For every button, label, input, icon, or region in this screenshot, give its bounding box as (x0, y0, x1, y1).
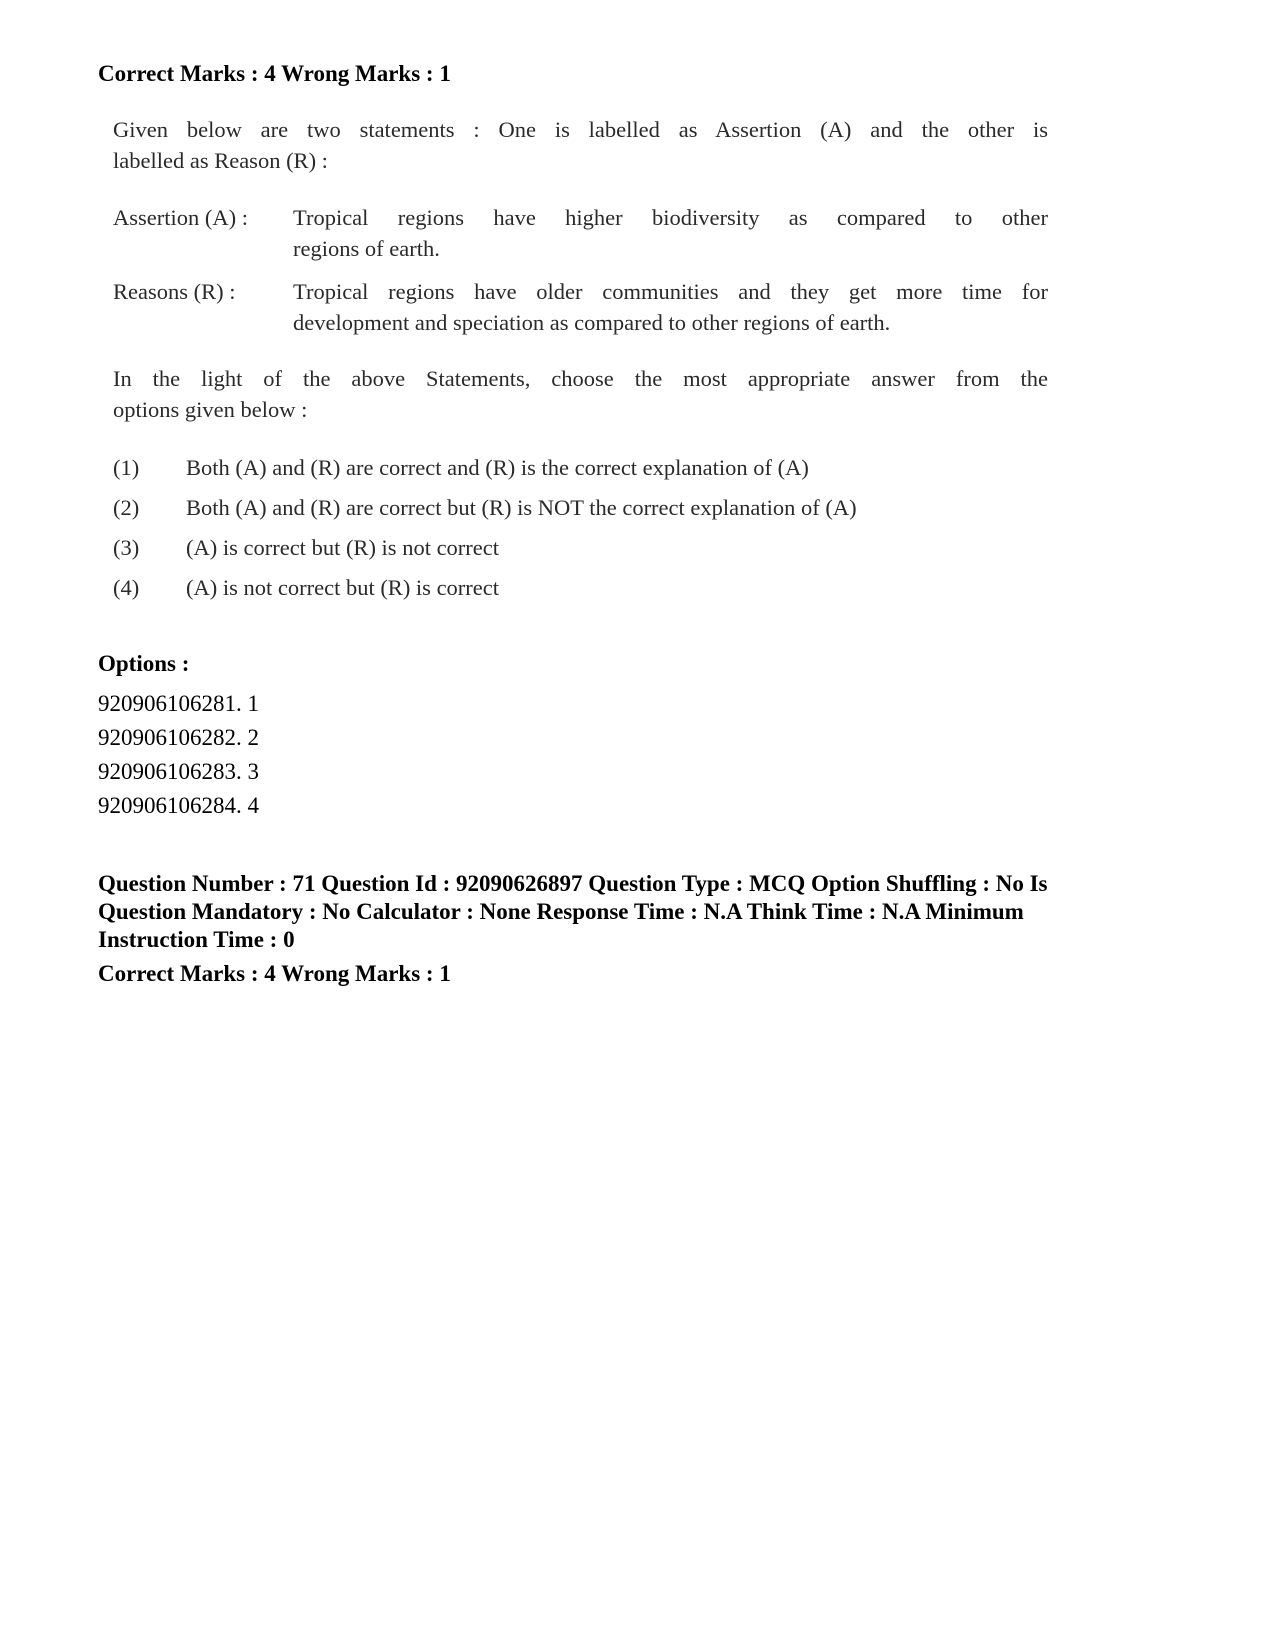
assertion-line-1: Tropical regions have higher biodiversity as compared to other (293, 205, 1048, 230)
choice-text: Both (A) and (R) are correct but (R) is NOT the correct explanation of (A) (186, 495, 857, 520)
assertion-statement (113, 202, 1048, 264)
question-intro-line-1: Given below are two statements : One is labelled as Assertion (A) and the other is (113, 117, 1048, 142)
reason-line-1: Tropical regions have older communities and they get more time for (293, 279, 1048, 304)
question-meta-line-1: Question Number : 71 Question Id : 92090626897 Question Type : MCQ Option Shuffling : No Is (98, 871, 1048, 896)
option-item: 920906106281. 1 (98, 691, 259, 716)
next-question-marks: Correct Marks : 4 Wrong Marks : 1 (98, 961, 451, 986)
option-item: 920906106284. 4 (98, 793, 259, 818)
choice-text: (A) is not correct but (R) is correct (186, 575, 500, 600)
question-meta-line-3: Instruction Time : 0 (98, 927, 295, 952)
question-intro-line-2: labelled as Reason (R) : (113, 148, 328, 173)
choice-number: (2) (113, 495, 140, 520)
option-item: 920906106283. 3 (98, 759, 259, 784)
assertion-line-2: regions of earth. (293, 236, 440, 261)
reason-statement (113, 276, 1048, 338)
reason-label: Reasons (R) : (113, 279, 236, 304)
options-heading: Options : (98, 651, 190, 676)
question-meta-line-2: Question Mandatory : No Calculator : None Response Time : N.A Think Time : N.A Minimum (98, 899, 1024, 924)
choice-number: (1) (113, 455, 140, 480)
choice-text: (A) is correct but (R) is not correct (186, 535, 500, 560)
choice-number: (3) (113, 535, 140, 560)
instruction-line-2: options given below : (113, 397, 308, 422)
question-instruction (113, 363, 1048, 425)
reason-text (293, 276, 1048, 338)
option-item: 920906106282. 2 (98, 725, 259, 750)
choice-number: (4) (113, 575, 140, 600)
next-question-metadata (98, 870, 1178, 988)
reason-line-2: development and speciation as compared to other regions of earth. (293, 310, 891, 335)
options-list (98, 687, 259, 823)
correct-marks-header: Correct Marks : 4 Wrong Marks : 1 (98, 61, 451, 86)
choice-text: Both (A) and (R) are correct and (R) is the correct explanation of (A) (186, 455, 809, 480)
assertion-label: Assertion (A) : (113, 205, 248, 230)
instruction-line-1: In the light of the above Statements, choose the most appropriate answer from the (113, 366, 1048, 391)
assertion-text (293, 202, 1048, 264)
question-intro (113, 114, 1048, 176)
